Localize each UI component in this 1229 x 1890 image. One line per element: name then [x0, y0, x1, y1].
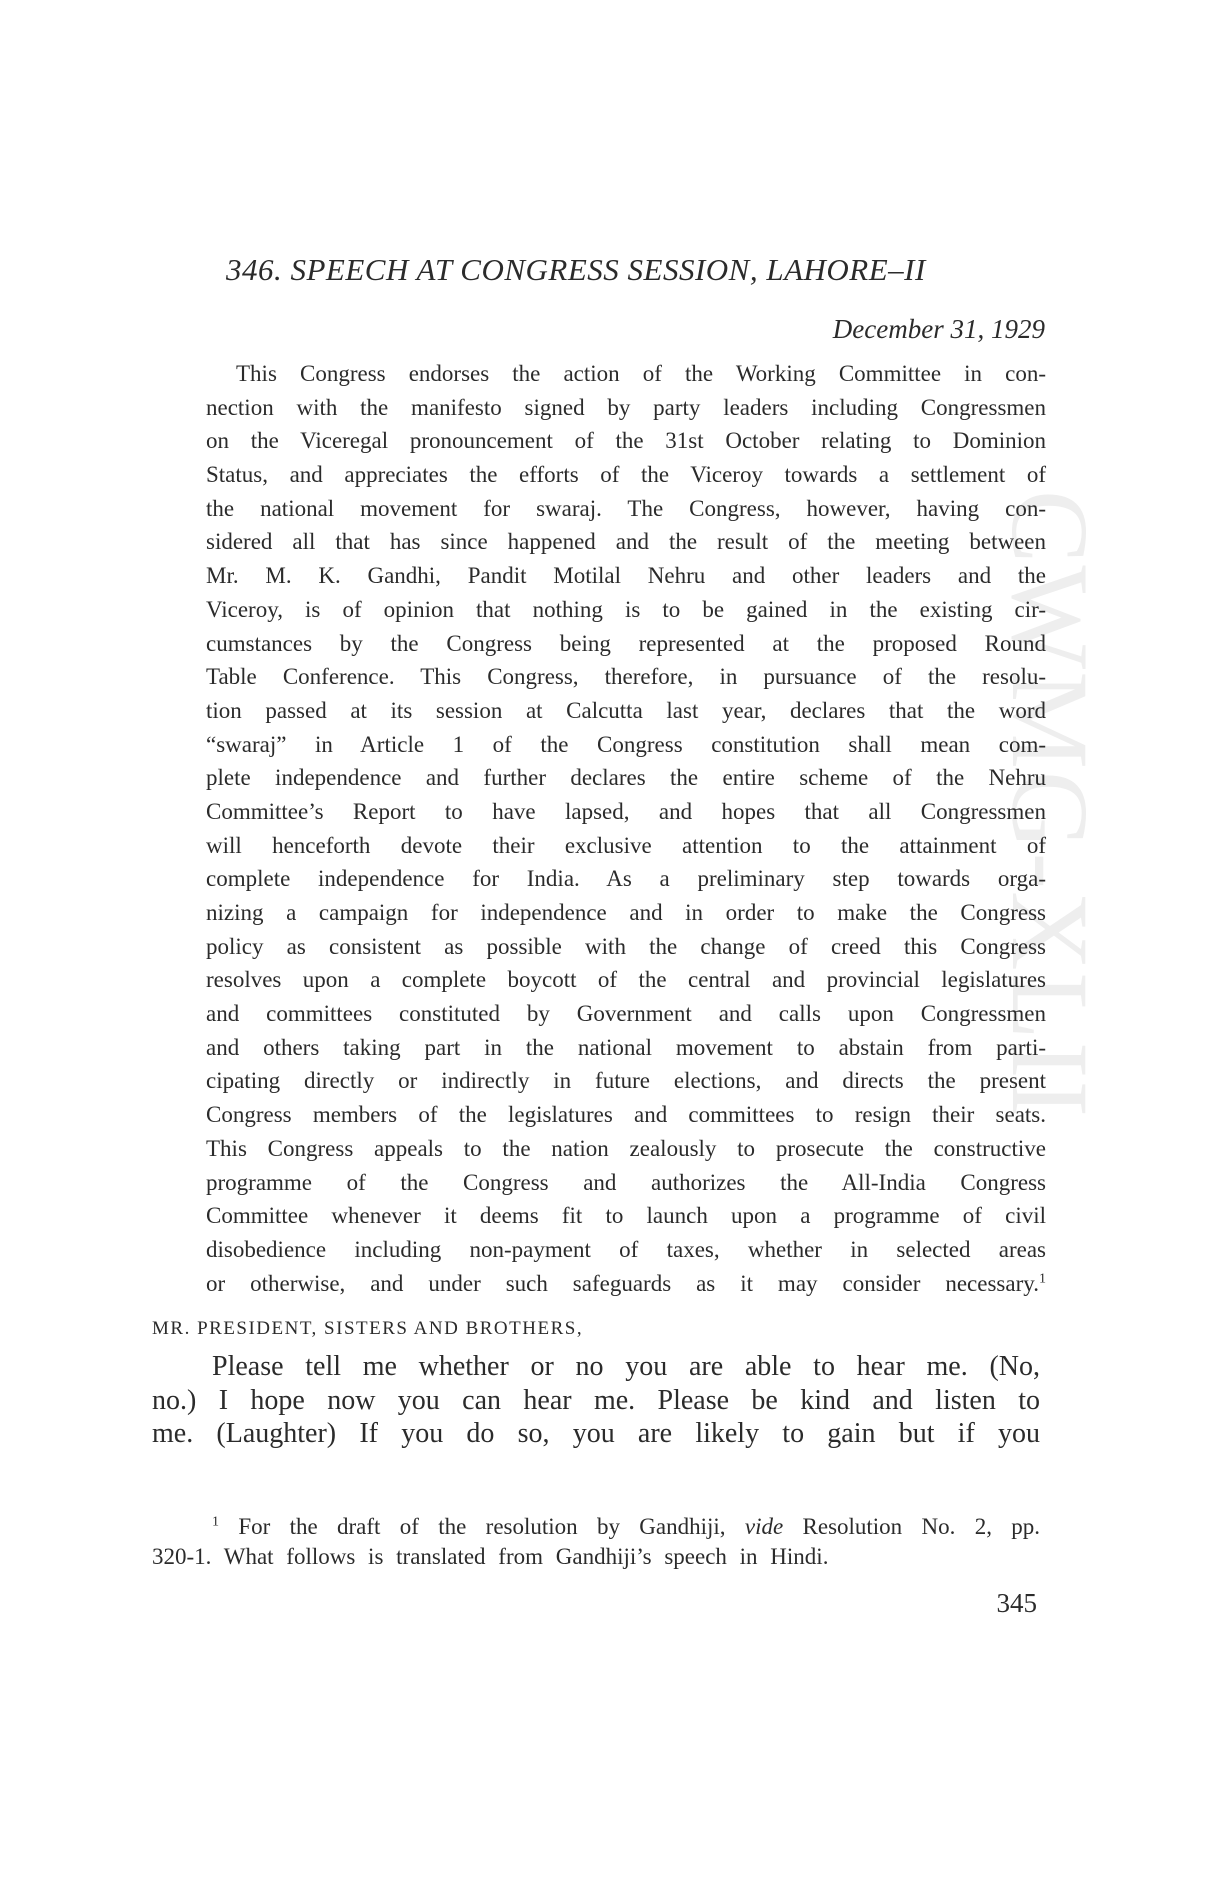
- resolution-line: “swaraj” in Article 1 of the Congress constitution shall mean com-: [206, 731, 1046, 757]
- footnote-line: [152, 1542, 1040, 1572]
- resolution-line: plete independence and further declares the entire scheme of the Nehru: [206, 765, 1046, 791]
- resolution-line: tion passed at its session at Calcutta last year, declares that the word: [206, 697, 1046, 723]
- page-number: 345: [996, 1588, 1037, 1618]
- speech-line: Please tell me whether or no you are able to hear me. (No,: [212, 1351, 1040, 1382]
- footnote-text: 320-1. What follows is translated from Gandhiji’s speech in Hindi.: [152, 1544, 829, 1569]
- resolution-line: This Congress appeals to the nation zealously to prosecute the constructive: [206, 1135, 1046, 1161]
- footnote-text: Resolution No. 2, pp.: [802, 1514, 1041, 1539]
- resolution-line: programme of the Congress and authorizes the All-India Congress: [206, 1169, 1046, 1195]
- footnote-line: [152, 1512, 1040, 1542]
- resolution-line: Mr. M. K. Gandhi, Pandit Motilal Nehru and other leaders and the: [206, 563, 1046, 589]
- resolution-line: Committee’s Report to have lapsed, and hopes that all Congressmen: [206, 798, 1046, 824]
- document-number: 346.: [226, 252, 283, 287]
- document-title: [226, 252, 926, 288]
- resolution-line: This Congress endorses the action of the Working Committee in con-: [236, 361, 1046, 386]
- resolution-line: on the Viceregal pronouncement of the 31st October relating to Dominion: [206, 428, 1046, 454]
- document-date: December 31, 1929: [832, 314, 1045, 344]
- resolution-line: cumstances by the Congress being represented at the proposed Round: [206, 630, 1046, 656]
- speech-line: no.) I hope now you can hear me. Please be kind and listen to: [152, 1384, 1040, 1416]
- resolution-line: nection with the manifesto signed by party leaders including Congressmen: [206, 394, 1046, 420]
- resolution-line: and committees constituted by Government and calls upon Congressmen: [206, 1001, 1046, 1027]
- resolution-line: the national movement for swaraj. The Congress, however, having con-: [206, 495, 1046, 521]
- watermark-text: CWMG-XLII: [989, 490, 1111, 1119]
- resolution-line: Committee whenever it deems fit to launch upon a programme of civil: [206, 1203, 1046, 1229]
- speech-line: me. (Laughter) If you do so, you are likely to gain but if you: [152, 1418, 1040, 1450]
- salutation: MR. PRESIDENT, SISTERS AND BROTHERS,: [152, 1318, 584, 1339]
- resolution-last-line: [206, 1267, 1046, 1301]
- resolution-line: cipating directly or indirectly in future elections, and directs the present: [206, 1068, 1046, 1094]
- resolution-line: Congress members of the legislatures and committees to resign their seats.: [206, 1102, 1046, 1128]
- resolution-line: sidered all that has since happened and the result of the meeting between: [206, 529, 1046, 555]
- resolution-line: Table Conference. This Congress, therefore, in pursuance of the resolu-: [206, 664, 1046, 690]
- resolution-line: and others taking part in the national movement to abstain from parti-: [206, 1034, 1046, 1060]
- resolution-line: complete independence for India. As a preliminary step towards orga-: [206, 866, 1046, 892]
- footnote: [152, 1512, 1040, 1572]
- resolution-line: Status, and appreciates the efforts of the Viceroy towards a settlement of: [206, 462, 1046, 488]
- footnote-italic: vide: [744, 1514, 784, 1539]
- resolution-line: nizing a campaign for independence and in order to make the Congress: [206, 900, 1046, 925]
- footnote-marker: 1: [212, 1514, 219, 1530]
- resolution-line: will henceforth devote their exclusive attention to the attainment of: [206, 832, 1046, 858]
- resolution-line: Viceroy, is of opinion that nothing is to be gained in the existing cir-: [206, 596, 1046, 622]
- resolution-line: disobedience including non-payment of taxes, whether in selected areas: [206, 1236, 1046, 1262]
- resolution-line-text: or otherwise, and under such safeguards as it may consider necessary.: [206, 1270, 1039, 1296]
- resolution-line: policy as consistent as possible with the change of creed this Congress: [206, 933, 1046, 959]
- resolution-text: [206, 357, 1046, 1300]
- footnote-reference[interactable]: 1: [1039, 1270, 1046, 1286]
- document-title-text: SPEECH AT CONGRESS SESSION, LAHORE–II: [290, 252, 926, 287]
- footnote-text: For the draft of the resolution by Gandhiji,: [238, 1514, 726, 1539]
- speech-text: [152, 1350, 1040, 1451]
- resolution-line: resolves upon a complete boycott of the central and provincial legislatures: [206, 967, 1046, 993]
